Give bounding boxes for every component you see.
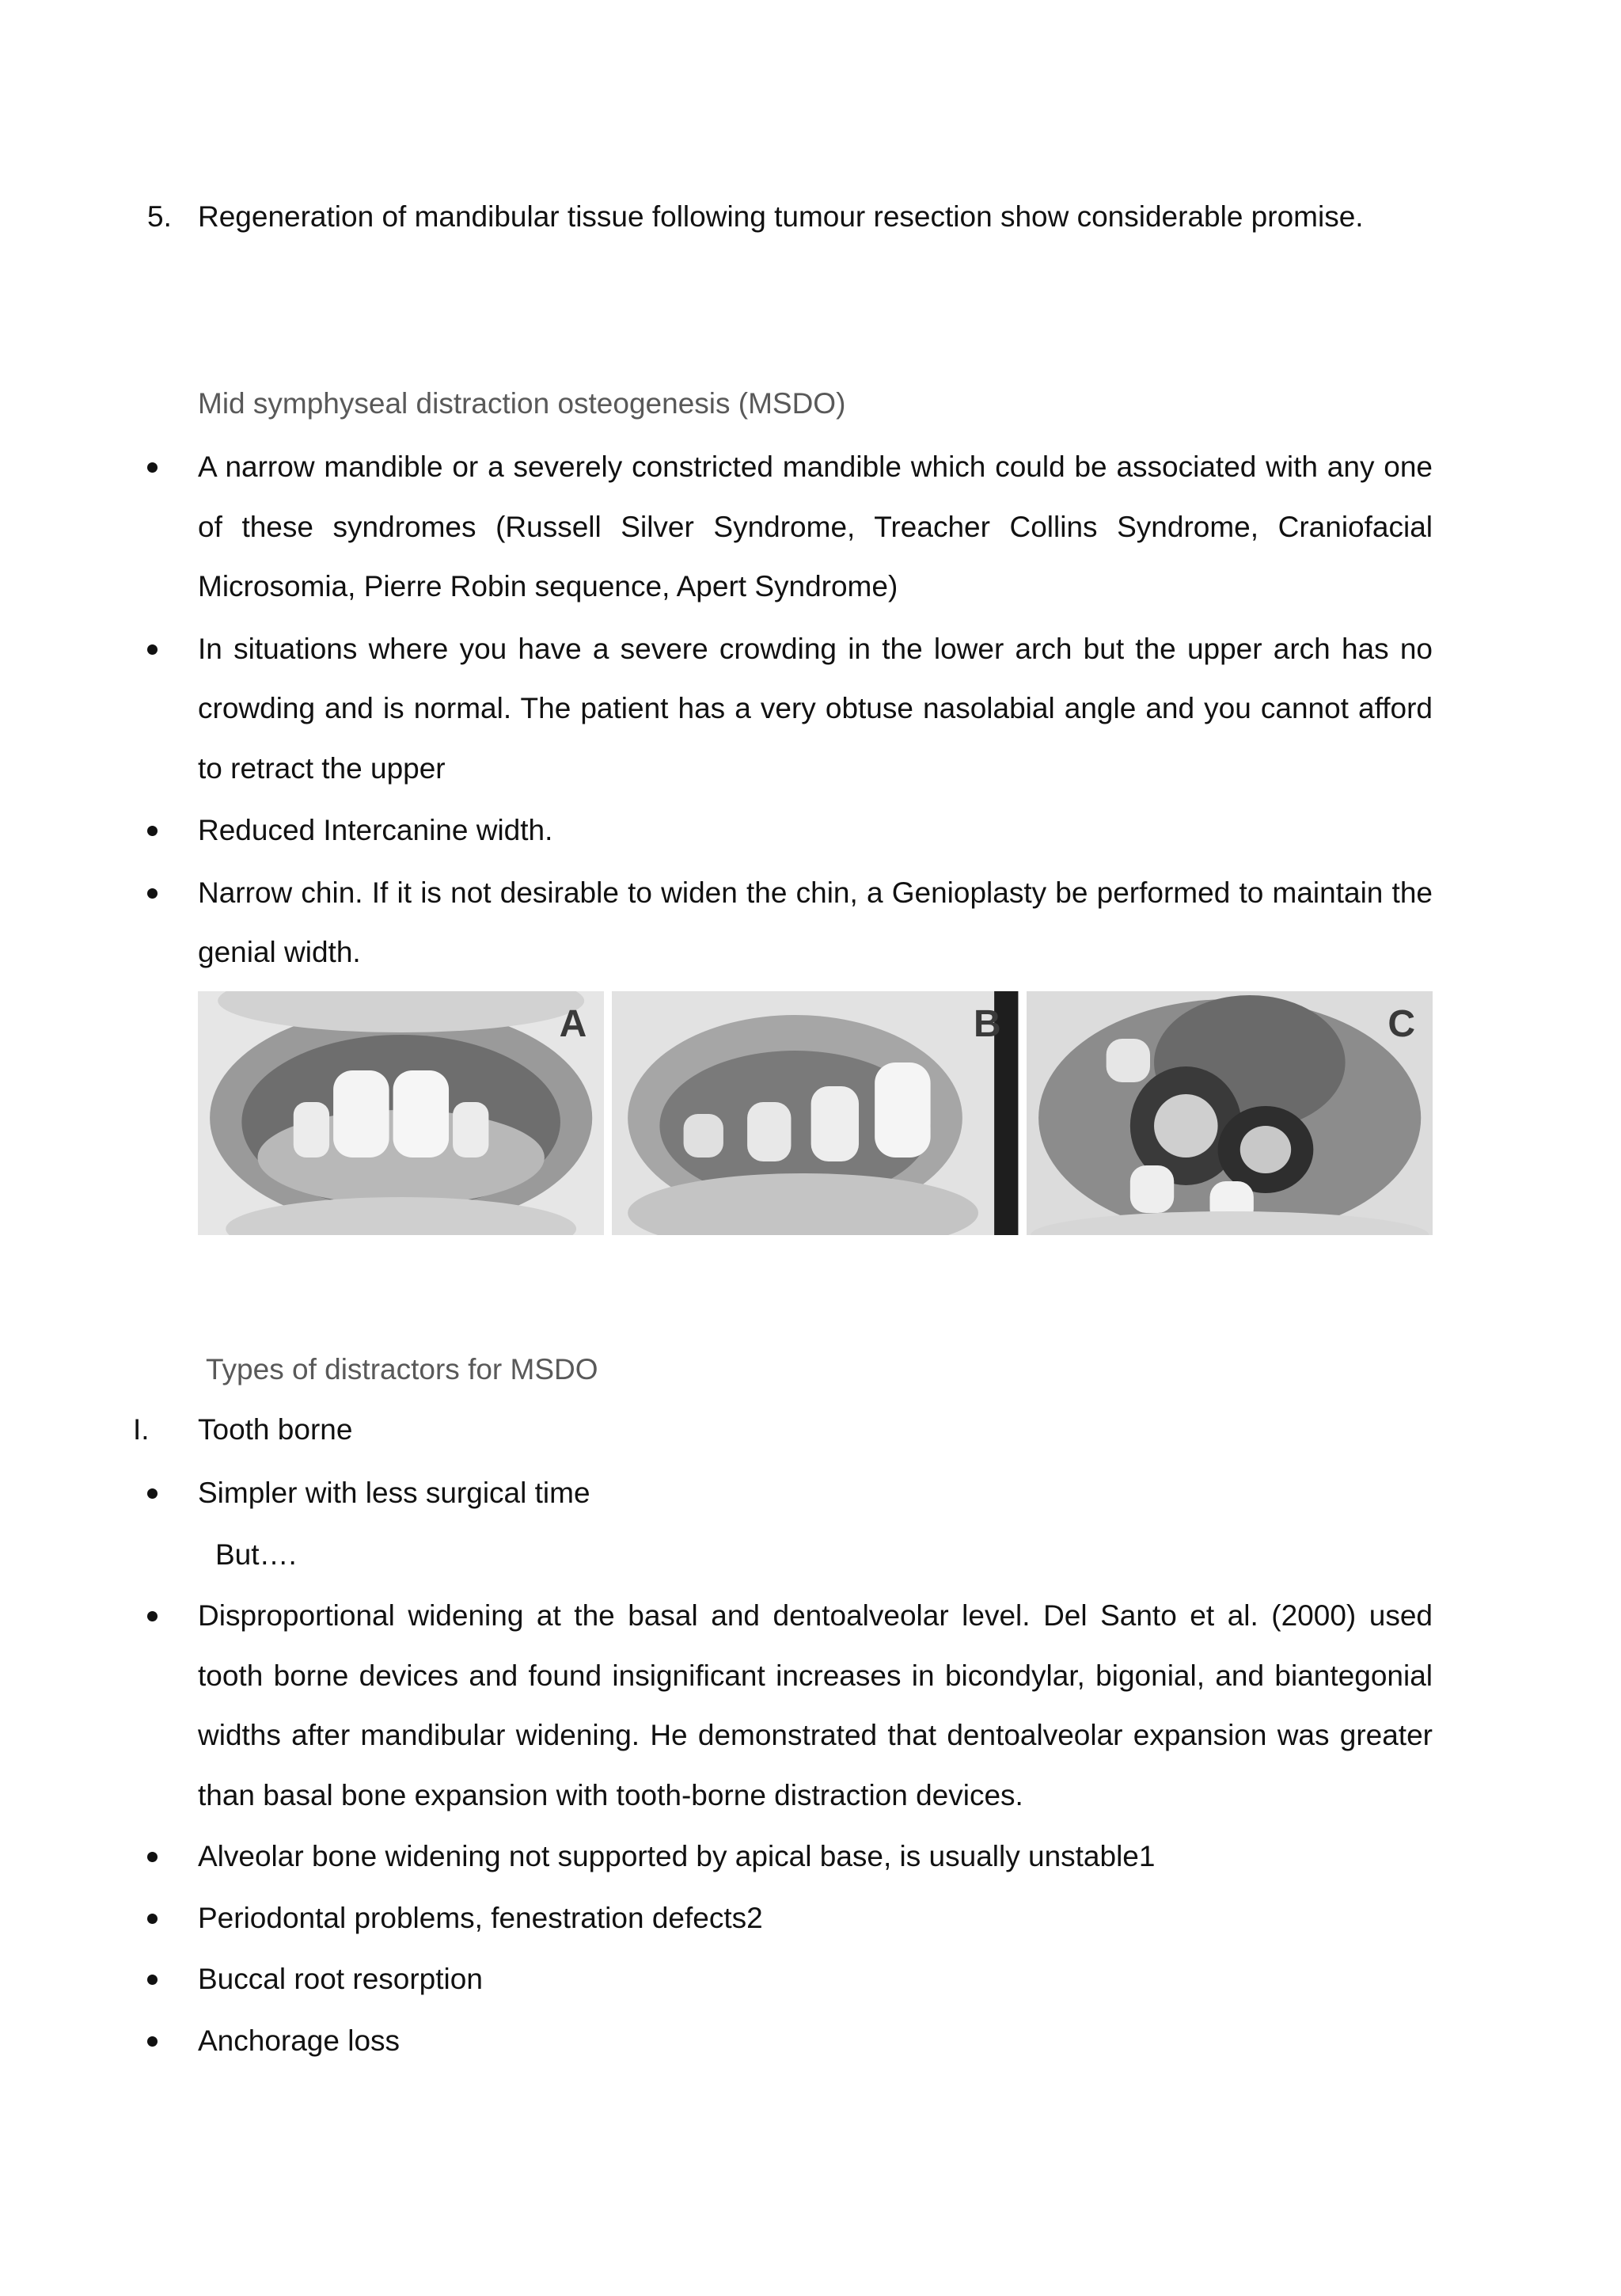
panel-label: B — [973, 1003, 1001, 1045]
item-number: I. — [133, 1413, 150, 1446]
tooth-borne-disadvantages-list — [147, 1586, 1433, 2072]
bullet-icon — [147, 462, 158, 473]
bullet-icon — [147, 1914, 158, 1924]
but-text: But…. — [215, 1538, 297, 1571]
list-item: Periodontal problems, fenestration defects2 — [147, 1888, 1433, 1948]
bullet-icon — [147, 1975, 158, 1985]
bullet-icon — [147, 2036, 158, 2047]
item-text: Tooth borne — [198, 1413, 353, 1446]
clinical-photo-figure — [198, 991, 1433, 1235]
list-item: Alveolar bone widening not supported by apical base, is usually unstable1 — [147, 1827, 1433, 1887]
list-item: Anchorage loss — [147, 2011, 1433, 2071]
msdo-indications-list — [147, 437, 1433, 985]
list-item: Reduced Intercanine width. — [147, 800, 1433, 861]
bullet-icon — [147, 644, 158, 655]
panel-label: C — [1388, 1003, 1415, 1045]
tooth-borne-advantages-list — [147, 1463, 1433, 1525]
photo-panel-a — [198, 991, 604, 1235]
item-number: 5. — [147, 200, 172, 233]
list-item: Disproportional widening at the basal and dentoalveolar level. Del Santo et al. (2000) used tooth borne devices and found insignificant increases in bicondylar, bigonial, and biantegonial widths after mandibular widening. He demonstrated that dentoalveolar expansion was greater than basal bone expansion with tooth-borne distraction devices. — [147, 1586, 1433, 1825]
section-heading-msdo: Mid symphyseal distraction osteogenesis (MSDO) — [198, 387, 846, 420]
bullet-icon — [147, 1611, 158, 1621]
panel-label: A — [559, 1003, 587, 1045]
bullet-icon — [147, 888, 158, 899]
bullet-icon — [147, 1488, 158, 1499]
list-item: Narrow chin. If it is not desirable to widen the chin, a Genioplasty be performed to maintain the genial width. — [147, 863, 1433, 983]
section-heading-distractor-types: Types of distractors for MSDO — [206, 1353, 598, 1386]
photo-panel-b — [612, 991, 1018, 1235]
list-item: In situations where you have a severe crowding in the lower arch but the upper arch has no crowding and is normal. The patient has a very obtuse nasolabial angle and you cannot afford to retract the upper — [147, 619, 1433, 799]
photo-panel-c — [1027, 991, 1433, 1235]
bullet-icon — [147, 1852, 158, 1862]
list-item: A narrow mandible or a severely constricted mandible which could be associated with any one of these syndromes (Russell Silver Syndrome, Treacher Collins Syndrome, Craniofacial Microsomia, Pierre Robin sequence, Apert Syndrome) — [147, 437, 1433, 617]
item-text: Regeneration of mandibular tissue following tumour resection show considerable promise. — [198, 200, 1364, 233]
list-item: Buccal root resorption — [147, 1949, 1433, 2009]
list-item: Simpler with less surgical time — [147, 1463, 1433, 1523]
bullet-icon — [147, 826, 158, 836]
